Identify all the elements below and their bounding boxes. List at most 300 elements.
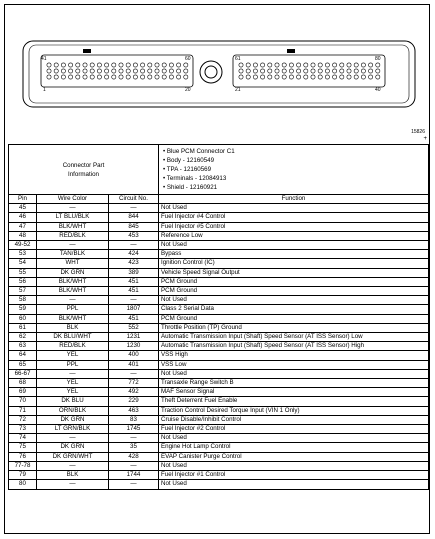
pin-hole <box>297 63 301 67</box>
right-key <box>287 49 295 53</box>
pin-hole <box>83 63 87 67</box>
wire-color-cell: TAN/BLK <box>37 250 109 259</box>
function-cell: Theft Deterrent Fuel Enable <box>159 397 429 406</box>
circuit-no-cell: 35 <box>109 443 159 452</box>
pin-hole <box>169 75 173 79</box>
plus-mark: + <box>423 136 427 142</box>
pin-hole <box>253 75 257 79</box>
circuit-no-cell: 451 <box>109 287 159 296</box>
wire-color-cell: YEL <box>37 351 109 360</box>
table-row <box>9 443 429 452</box>
pin-cell: 79 <box>9 471 37 480</box>
function-cell: Fuel Injector #2 Control <box>159 425 429 434</box>
pin-cell: 49-52 <box>9 241 37 250</box>
pin-hole <box>76 63 80 67</box>
circuit-no-cell: 453 <box>109 231 159 240</box>
wire-color-cell: — <box>37 434 109 443</box>
table-row <box>9 333 429 342</box>
pin-cell: 70 <box>9 397 37 406</box>
pin-hole <box>69 63 73 67</box>
wire-color-cell: DK GRN <box>37 268 109 277</box>
center-bolt-inner <box>205 66 217 78</box>
pin-hole <box>354 75 358 79</box>
left-pin-block <box>41 55 193 87</box>
header-function: Function <box>159 195 429 204</box>
circuit-no-cell: 451 <box>109 277 159 286</box>
pin-hole <box>246 69 250 73</box>
left-pin-rows <box>47 63 188 79</box>
pin-cell: 75 <box>9 443 37 452</box>
pin-hole <box>261 63 265 67</box>
pin-label-1: 1 <box>43 87 46 93</box>
wire-color-cell: DK GRN <box>37 415 109 424</box>
table-row <box>9 369 429 378</box>
wire-color-cell: — <box>37 461 109 470</box>
wire-color-cell: DK GRN/WHT <box>37 452 109 461</box>
table-row <box>9 323 429 332</box>
pin-hole <box>325 69 329 73</box>
wire-color-cell: LT GRN/BLK <box>37 425 109 434</box>
pin-hole <box>54 69 58 73</box>
connector-info-row <box>9 145 429 195</box>
pin-hole <box>268 69 272 73</box>
pin-cell: 71 <box>9 406 37 415</box>
pin-label-40: 40 <box>375 87 381 93</box>
wire-color-cell: BLK/WHT <box>37 287 109 296</box>
pin-cell: 63 <box>9 342 37 351</box>
wire-color-cell: — <box>37 480 109 489</box>
pin-label-21: 21 <box>235 87 241 93</box>
pin-hole <box>126 75 130 79</box>
pin-hole <box>97 63 101 67</box>
pin-hole <box>354 69 358 73</box>
pin-hole <box>148 69 152 73</box>
pin-hole <box>282 69 286 73</box>
pin-cell: 54 <box>9 259 37 268</box>
circuit-no-cell: — <box>109 296 159 305</box>
table-row <box>9 268 429 277</box>
pin-hole <box>304 69 308 73</box>
info-list <box>163 147 424 192</box>
function-cell: Not Used <box>159 241 429 250</box>
info-item: • TPA - 12160569 <box>163 165 424 174</box>
pin-hole <box>268 63 272 67</box>
circuit-no-cell: 401 <box>109 360 159 369</box>
circuit-no-cell: 844 <box>109 213 159 222</box>
circuit-no-cell: 772 <box>109 379 159 388</box>
function-cell: Not Used <box>159 204 429 213</box>
connector-inner-shell <box>29 45 409 103</box>
page-frame <box>4 4 430 534</box>
pin-cell: 64 <box>9 351 37 360</box>
pin-hole <box>246 63 250 67</box>
table-row <box>9 360 429 369</box>
function-cell: PCM Ground <box>159 287 429 296</box>
pin-hole <box>119 69 123 73</box>
pin-cell: 48 <box>9 231 37 240</box>
wire-color-cell: BLK/WHT <box>37 222 109 231</box>
pin-cell: 47 <box>9 222 37 231</box>
pin-hole <box>376 69 380 73</box>
circuit-no-cell: 389 <box>109 268 159 277</box>
pin-hole <box>133 69 137 73</box>
circuit-no-cell: — <box>109 480 159 489</box>
circuit-no-cell: — <box>109 434 159 443</box>
wire-color-cell: ORN/BLK <box>37 406 109 415</box>
pin-hole <box>90 75 94 79</box>
pin-hole <box>289 69 293 73</box>
wire-color-cell: LT BLU/BLK <box>37 213 109 222</box>
table-row <box>9 204 429 213</box>
right-pin-rows <box>239 63 380 79</box>
circuit-no-cell: 428 <box>109 452 159 461</box>
pin-hole <box>354 63 358 67</box>
pin-hole <box>155 75 159 79</box>
pin-hole <box>97 69 101 73</box>
pin-hole <box>304 63 308 67</box>
pin-cell: 59 <box>9 305 37 314</box>
wire-color-cell: WHT <box>37 259 109 268</box>
pin-hole <box>361 75 365 79</box>
pin-hole <box>325 75 329 79</box>
pin-cell: 65 <box>9 360 37 369</box>
pin-hole <box>297 69 301 73</box>
circuit-no-cell: — <box>109 461 159 470</box>
function-cell: Class 2 Serial Data <box>159 305 429 314</box>
pin-cell: 74 <box>9 434 37 443</box>
header-circuit-no: Circuit No. <box>109 195 159 204</box>
circuit-no-cell: 552 <box>109 323 159 332</box>
pin-cell: 76 <box>9 452 37 461</box>
info-item: • Blue PCM Connector C1 <box>163 147 424 156</box>
pin-hole <box>126 63 130 67</box>
pin-hole <box>141 69 145 73</box>
pin-cell: 73 <box>9 425 37 434</box>
info-item: • Terminals - 12084913 <box>163 174 424 183</box>
pin-hole <box>162 63 166 67</box>
table-row <box>9 287 429 296</box>
circuit-no-cell: 424 <box>109 250 159 259</box>
circuit-no-cell: 845 <box>109 222 159 231</box>
pin-hole <box>177 63 181 67</box>
wire-color-cell: BLK/WHT <box>37 277 109 286</box>
circuit-no-cell: 1807 <box>109 305 159 314</box>
pin-cell: 68 <box>9 379 37 388</box>
circuit-no-cell: — <box>109 241 159 250</box>
pin-hole <box>90 69 94 73</box>
right-pin-block <box>233 55 385 87</box>
left-key <box>83 49 91 53</box>
table-row <box>9 425 429 434</box>
pin-cell: 72 <box>9 415 37 424</box>
table-row <box>9 397 429 406</box>
pin-hole <box>275 75 279 79</box>
table-row <box>9 277 429 286</box>
pin-hole <box>376 63 380 67</box>
function-cell: Automatic Transmission Input (Shaft) Speed Sensor (AT ISS Sensor) Low <box>159 333 429 342</box>
function-cell: Traction Control Desired Torque Input (VIN 1 Only) <box>159 406 429 415</box>
circuit-no-cell: 463 <box>109 406 159 415</box>
info-item: • Shield - 12160921 <box>163 183 424 192</box>
pin-hole <box>239 69 243 73</box>
pin-hole <box>155 63 159 67</box>
pin-hole <box>105 75 109 79</box>
pin-hole <box>318 69 322 73</box>
pin-hole <box>333 63 337 67</box>
function-cell: Not Used <box>159 296 429 305</box>
pin-hole <box>126 69 130 73</box>
circuit-no-cell: 83 <box>109 415 159 424</box>
table-row <box>9 388 429 397</box>
pin-hole <box>177 75 181 79</box>
wire-color-cell: DK GRN <box>37 443 109 452</box>
info-title-line2: Information <box>68 170 99 178</box>
wire-color-cell: — <box>37 296 109 305</box>
pin-hole <box>340 69 344 73</box>
pin-hole <box>141 63 145 67</box>
connector-info-details <box>159 145 429 195</box>
pin-hole <box>112 63 116 67</box>
pin-hole <box>155 69 159 73</box>
pin-cell: 62 <box>9 333 37 342</box>
wire-color-cell: PPL <box>37 305 109 314</box>
circuit-no-cell: 1231 <box>109 333 159 342</box>
pin-cell: 61 <box>9 323 37 332</box>
table-row <box>9 259 429 268</box>
connector-shell <box>23 41 415 107</box>
pin-hole <box>47 63 51 67</box>
pin-hole <box>133 63 137 67</box>
pin-hole <box>246 75 250 79</box>
function-cell: Engine Hot Lamp Control <box>159 443 429 452</box>
info-item: • Body - 12160549 <box>163 156 424 165</box>
wire-color-cell: DK BLU/WHT <box>37 333 109 342</box>
pin-cell: 66-67 <box>9 369 37 378</box>
pin-hole <box>184 69 188 73</box>
function-cell: Not Used <box>159 434 429 443</box>
circuit-no-cell: 451 <box>109 314 159 323</box>
pin-hole <box>69 69 73 73</box>
table-row <box>9 406 429 415</box>
function-cell: Cruise Disable/Inhibit Control <box>159 415 429 424</box>
pin-hole <box>112 69 116 73</box>
function-cell: VSS High <box>159 351 429 360</box>
pin-hole <box>61 75 65 79</box>
table-row <box>9 241 429 250</box>
circuit-no-cell: 423 <box>109 259 159 268</box>
pin-hole <box>69 75 73 79</box>
pin-cell: 53 <box>9 250 37 259</box>
circuit-no-cell: 229 <box>109 397 159 406</box>
function-cell: MAF Sensor Signal <box>159 388 429 397</box>
center-bolt-outer <box>200 61 222 83</box>
pin-cell: 55 <box>9 268 37 277</box>
function-cell: Fuel Injector #1 Control <box>159 471 429 480</box>
function-cell: Fuel Injector #4 Control <box>159 213 429 222</box>
pin-hole <box>376 75 380 79</box>
wire-color-cell: PPL <box>37 360 109 369</box>
info-title-line1: Connector Part <box>62 161 105 169</box>
pin-hole <box>54 63 58 67</box>
function-cell: Fuel Injector #5 Control <box>159 222 429 231</box>
function-cell: Not Used <box>159 369 429 378</box>
pin-hole <box>275 63 279 67</box>
pin-hole <box>261 75 265 79</box>
pin-hole <box>311 63 315 67</box>
pin-hole <box>61 63 65 67</box>
table-row <box>9 379 429 388</box>
table-row <box>9 231 429 240</box>
pin-hole <box>97 75 101 79</box>
function-cell: Vehicle Speed Signal Output <box>159 268 429 277</box>
pin-hole <box>289 63 293 67</box>
pin-hole <box>162 75 166 79</box>
table-row <box>9 415 429 424</box>
function-cell: PCM Ground <box>159 314 429 323</box>
pin-hole <box>253 63 257 67</box>
circuit-no-cell: 1745 <box>109 425 159 434</box>
pin-hole <box>282 63 286 67</box>
wire-color-cell: — <box>37 204 109 213</box>
pin-label-61: 61 <box>235 56 241 62</box>
pin-hole <box>275 69 279 73</box>
pin-hole <box>119 75 123 79</box>
circuit-no-cell: 1744 <box>109 471 159 480</box>
function-cell: Automatic Transmission Input (Shaft) Speed Sensor (AT ISS Sensor) High <box>159 342 429 351</box>
pin-hole <box>318 75 322 79</box>
pin-hole <box>347 75 351 79</box>
pin-cell: 77-78 <box>9 461 37 470</box>
function-cell: Ignition Control (IC) <box>159 259 429 268</box>
pin-hole <box>133 75 137 79</box>
pin-hole <box>340 63 344 67</box>
pin-cell: 60 <box>9 314 37 323</box>
pin-hole <box>333 75 337 79</box>
pin-hole <box>311 69 315 73</box>
table-row <box>9 250 429 259</box>
pin-hole <box>47 69 51 73</box>
pin-hole <box>184 75 188 79</box>
pin-hole <box>47 75 51 79</box>
circuit-no-cell: 1230 <box>109 342 159 351</box>
pin-hole <box>297 75 301 79</box>
wire-color-cell: — <box>37 369 109 378</box>
pin-hole <box>369 63 373 67</box>
pin-hole <box>369 75 373 79</box>
pin-cell: 46 <box>9 213 37 222</box>
pin-hole <box>318 63 322 67</box>
pin-hole <box>83 75 87 79</box>
pin-hole <box>361 69 365 73</box>
pin-hole <box>184 63 188 67</box>
figure-id: 15826 <box>411 129 425 135</box>
function-cell: PCM Ground <box>159 277 429 286</box>
pin-cell: 45 <box>9 204 37 213</box>
wire-color-cell: YEL <box>37 379 109 388</box>
pin-hole <box>148 63 152 67</box>
function-cell: Bypass <box>159 250 429 259</box>
pin-hole <box>169 63 173 67</box>
pin-hole <box>268 75 272 79</box>
header-row <box>9 195 429 204</box>
wire-color-cell: DK BLU <box>37 397 109 406</box>
wire-color-cell: BLK/WHT <box>37 314 109 323</box>
pin-hole <box>76 69 80 73</box>
wire-color-cell: YEL <box>37 388 109 397</box>
circuit-no-cell: — <box>109 204 159 213</box>
pin-hole <box>361 63 365 67</box>
pin-hole <box>261 69 265 73</box>
pin-label-80: 80 <box>375 56 381 62</box>
table-row <box>9 305 429 314</box>
pin-hole <box>112 75 116 79</box>
pin-hole <box>369 69 373 73</box>
header-wire-color: Wire Color <box>37 195 109 204</box>
pin-hole <box>347 69 351 73</box>
table-row <box>9 452 429 461</box>
function-cell: Transaxle Range Switch B <box>159 379 429 388</box>
table-row <box>9 222 429 231</box>
table-row <box>9 461 429 470</box>
pin-hole <box>311 75 315 79</box>
pin-hole <box>289 75 293 79</box>
pin-cell: 69 <box>9 388 37 397</box>
wire-color-cell: — <box>37 241 109 250</box>
table-row <box>9 296 429 305</box>
pin-hole <box>340 75 344 79</box>
pin-hole <box>304 75 308 79</box>
pin-hole <box>325 63 329 67</box>
pin-hole <box>162 69 166 73</box>
wire-color-cell: RED/BLK <box>37 342 109 351</box>
pin-label-20: 20 <box>185 87 191 93</box>
pin-hole <box>90 63 94 67</box>
pin-cell: 57 <box>9 287 37 296</box>
pin-cell: 80 <box>9 480 37 489</box>
pin-hole <box>119 63 123 67</box>
function-cell: Throttle Position (TP) Ground <box>159 323 429 332</box>
table-row <box>9 342 429 351</box>
circuit-no-cell: 492 <box>109 388 159 397</box>
connector-diagram <box>5 5 431 145</box>
pin-hole <box>169 69 173 73</box>
pin-hole <box>141 75 145 79</box>
pin-hole <box>105 63 109 67</box>
pin-hole <box>76 75 80 79</box>
table-row <box>9 480 429 489</box>
pin-hole <box>177 69 181 73</box>
function-cell: EVAP Canister Purge Control <box>159 452 429 461</box>
pin-hole <box>347 63 351 67</box>
table-row <box>9 314 429 323</box>
pin-hole <box>54 75 58 79</box>
function-cell: Not Used <box>159 480 429 489</box>
pin-hole <box>239 75 243 79</box>
function-cell: VSS Low <box>159 360 429 369</box>
wire-color-cell: BLK <box>37 323 109 332</box>
pinout-table <box>8 144 429 490</box>
pin-cell: 58 <box>9 296 37 305</box>
header-pin: Pin <box>9 195 37 204</box>
table-row <box>9 471 429 480</box>
wire-color-cell: RED/BLK <box>37 231 109 240</box>
table-row <box>9 213 429 222</box>
pin-hole <box>83 69 87 73</box>
table-row <box>9 351 429 360</box>
circuit-no-cell: 400 <box>109 351 159 360</box>
pin-hole <box>239 63 243 67</box>
pin-hole <box>105 69 109 73</box>
